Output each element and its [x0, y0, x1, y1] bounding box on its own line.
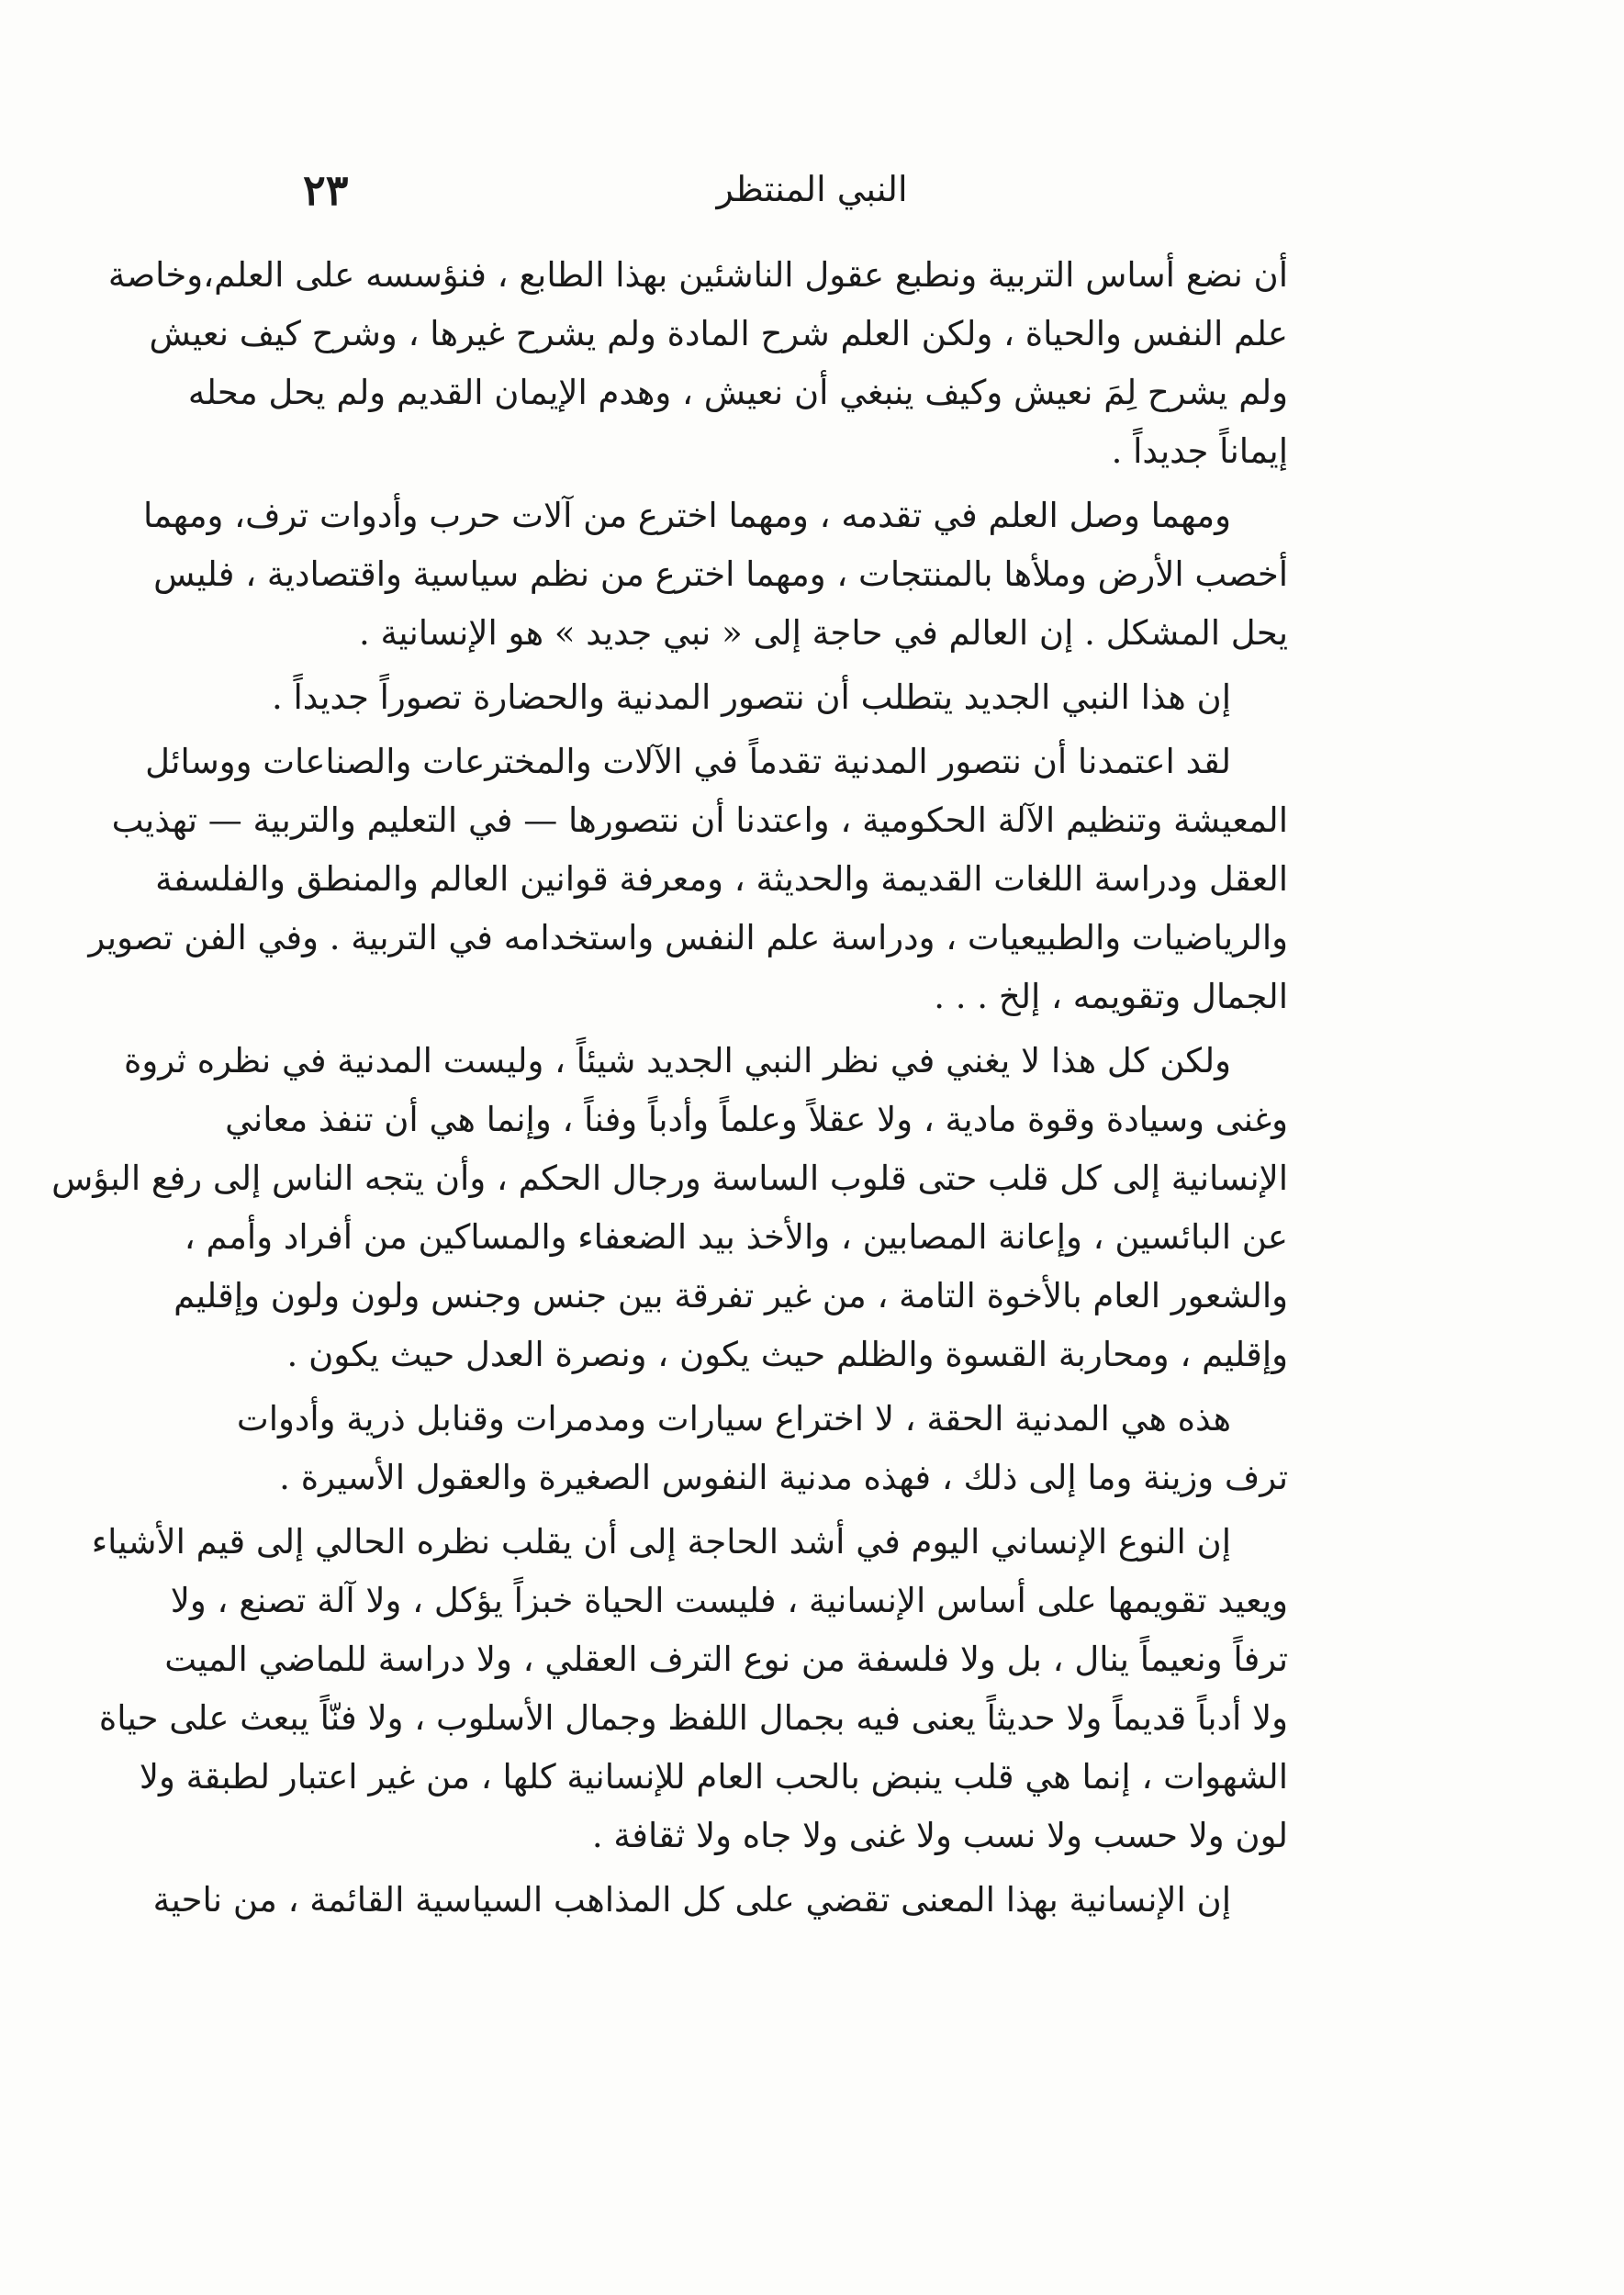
text-line: لقد اعتمدنا أن نتصور المدنية تقدماً في الآلات والمخترعات والصناعات ووسائل	[145, 742, 1231, 781]
running-title: النبي المنتظر	[716, 169, 908, 209]
text-line: العقل ودراسة اللغات القديمة والحديثة ، ومعرفة قوانين العالم والمنطق والفلسفة	[155, 859, 1288, 899]
text-line: الجمال وتقويمه ، إلخ . . .	[934, 977, 1288, 1016]
text-line: ترفاً ونعيماً ينال ، بل ولا فلسفة من نوع الترف العقلي ، ولا دراسة للماضي الميت	[164, 1640, 1288, 1679]
text-line: والشعور العام بالأخوة التامة ، من غير تفرقة بين جنس وجنس ولون ولون وإقليم	[174, 1276, 1288, 1315]
text-line: أن نضع أساس التربية ونطبع عقول الناشئين بهذا الطابع ، فنؤسسه على العلم،وخاصة	[107, 255, 1288, 295]
paragraph	[262, 668, 1288, 727]
text-line: الإنسانية إلى كل قلب حتى قلوب الساسة ورجال الحكم ، وأن يتجه الناس إلى رفع البؤس	[51, 1159, 1288, 1198]
paragraph	[91, 1513, 1288, 1865]
text-line: وغنى وسيادة وقوة مادية ، ولا عقلاً وعلماً وأدباً وفناً ، وإنما هي أن تنفذ معاني	[225, 1100, 1288, 1139]
paragraph	[152, 1871, 1288, 1930]
text-line: إن الإنسانية بهذا المعنى تقضي على كل المذاهب السياسية القائمة ، من ناحية	[152, 1880, 1231, 1920]
text-line: ومهما وصل العلم في تقدمه ، ومهما اخترع من آلات حرب وأدوات ترف، ومهما	[143, 496, 1231, 535]
text-line: إيماناً جديداً .	[1111, 431, 1288, 471]
text-body	[51, 246, 1288, 1935]
text-line: عن البائسين ، وإعانة المصابين ، والأخذ بيد الضعفاء والمساكين من أفراد وأمم ،	[184, 1217, 1288, 1257]
text-line: ولا أدباً قديماً ولا حديثاً يعنى فيه بجمال اللفظ وجمال الأسلوب ، ولا فنّاً يبعث على حياة	[98, 1698, 1288, 1738]
text-line: يحل المشكل . إن العالم في حاجة إلى « نبي جديد » هو الإنسانية .	[358, 613, 1288, 653]
text-line: وإقليم ، ومحاربة القسوة والظلم حيث يكون ، ونصرة العدل حيث يكون .	[286, 1335, 1288, 1374]
text-line: ويعيد تقويمها على أساس الإنسانية ، فليست الحياة خبزاً يؤكل ، ولا آلة تصنع ، ولا	[170, 1581, 1288, 1620]
paragraph	[88, 733, 1288, 1026]
text-line: ولكن كل هذا لا يغني في نظر النبي الجديد شيئاً ، وليست المدنية في نظره ثروة	[124, 1041, 1231, 1080]
text-line: إن النوع الإنساني اليوم في أشد الحاجة إلى أن يقلب نظره الحالي إلى قيم الأشياء	[91, 1522, 1231, 1562]
page-number: ٢٣	[303, 165, 349, 215]
page-header	[266, 165, 1358, 230]
text-line: إن هذا النبي الجديد يتطلب أن نتصور المدنية والحضارة تصوراً جديداً .	[272, 677, 1231, 717]
text-line: لون ولا حسب ولا نسب ولا غنى ولا جاه ولا ثقافة .	[591, 1816, 1288, 1855]
text-line: ترف وزينة وما إلى ذلك ، فهذه مدنية النفوس الصغيرة والعقول الأسيرة .	[279, 1458, 1288, 1497]
text-line: والرياضيات والطبيعيات ، ودراسة علم النفس واستخدامه في التربية . وفي الفن تصوير	[88, 918, 1288, 957]
text-line: ولم يشرح لِمَ نعيش وكيف ينبغي أن نعيش ، وهدم الإيمان القديم ولم يحل محله	[187, 373, 1288, 412]
paragraph	[51, 1032, 1288, 1384]
text-line: الشهوات ، إنما هي قلب ينبض بالحب العام للإنسانية كلها ، من غير اعتبار لطبقة ولا	[139, 1757, 1288, 1797]
text-line: أخصب الأرض وملأها بالمنتجات ، ومهما اخترع من نظم سياسية واقتصادية ، فليس	[153, 554, 1288, 594]
paragraph	[236, 1390, 1288, 1507]
text-line: هذه هي المدنية الحقة ، لا اختراع سيارات ومدمرات وقنابل ذرية وأدوات	[236, 1399, 1231, 1439]
text-line: علم النفس والحياة ، ولكن العلم شرح المادة ولم يشرح غيرها ، وشرح كيف نعيش	[149, 314, 1288, 353]
paragraph	[143, 487, 1288, 663]
paragraph	[107, 246, 1288, 481]
text-line: المعيشة وتنظيم الآلة الحكومية ، واعتدنا أن نتصورها — في التعليم والتربية — تهذيب	[111, 800, 1288, 840]
